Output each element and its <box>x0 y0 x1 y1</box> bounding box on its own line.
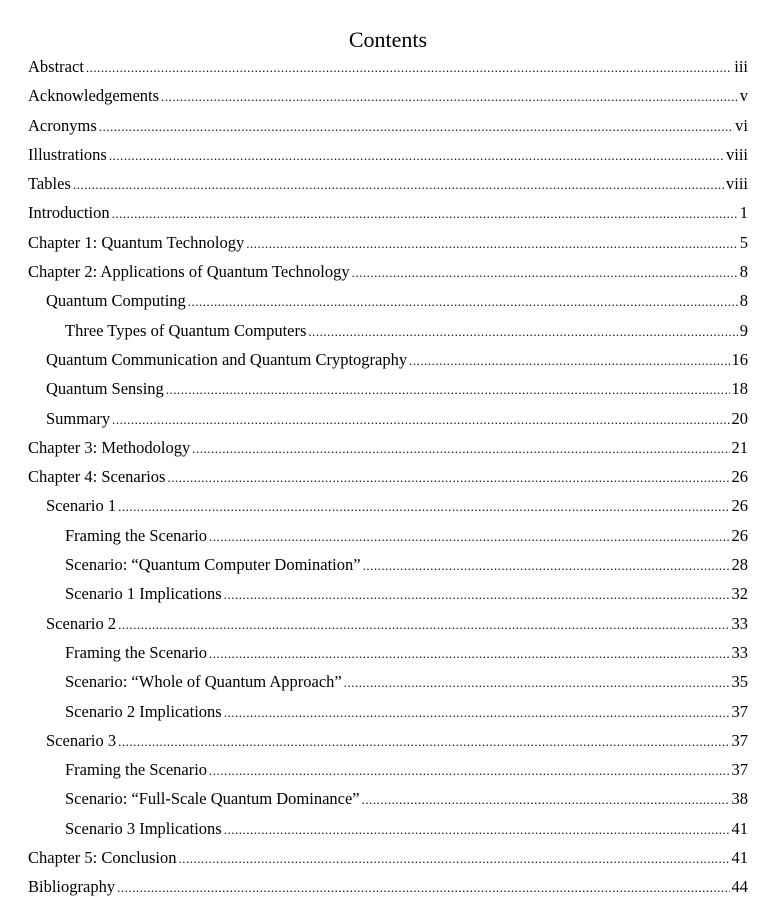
toc-dot-leader <box>362 785 730 814</box>
toc-entry-page-number: 37 <box>731 701 748 721</box>
toc-entry-page-number: 26 <box>731 467 748 487</box>
toc-entry[interactable] <box>28 169 748 198</box>
toc-entry-page-number: viii <box>725 174 748 194</box>
toc-entry-page-number: 20 <box>731 408 748 428</box>
toc-entry-label: Quantum Computing <box>46 291 186 311</box>
toc-dot-leader <box>192 434 729 463</box>
toc-entry[interactable] <box>28 755 748 784</box>
toc-entry-label: Bibliography <box>28 877 116 897</box>
toc-dot-leader <box>188 287 738 316</box>
toc-entry[interactable] <box>28 521 748 550</box>
toc-dot-leader <box>224 698 730 727</box>
toc-dot-leader <box>112 405 729 434</box>
toc-dot-leader <box>209 522 729 551</box>
toc-dot-leader <box>112 199 738 228</box>
toc-dot-leader <box>352 258 738 287</box>
toc-entry[interactable] <box>28 111 748 140</box>
toc-entry[interactable] <box>28 609 748 638</box>
toc-entry[interactable] <box>28 433 748 462</box>
toc-entry[interactable] <box>28 374 748 403</box>
toc-entry-page-number: 28 <box>731 555 748 575</box>
toc-entry-label: Chapter 1: Quantum Technology <box>28 232 245 252</box>
toc-entry-label: Chapter 3: Methodology <box>28 437 191 457</box>
toc-entry[interactable] <box>28 697 748 726</box>
toc-entry-label: Scenario: “Full-Scale Quantum Dominance” <box>65 789 360 809</box>
toc-dot-leader <box>209 756 729 785</box>
toc-entry[interactable] <box>28 257 748 286</box>
toc-entry-page-number: 37 <box>731 730 748 750</box>
toc-entry-label: Framing the Scenario <box>65 760 208 780</box>
toc-entry-label: Acknowledgements <box>28 86 160 106</box>
toc-entry-page-number: 16 <box>731 349 748 369</box>
toc-entry[interactable] <box>28 667 748 696</box>
page-title: Contents <box>348 27 428 52</box>
toc-entry[interactable] <box>28 52 748 81</box>
toc-entry-page-number: 8 <box>739 291 748 311</box>
toc-entry-page-number: 9 <box>739 320 748 340</box>
toc-entry[interactable] <box>28 726 748 755</box>
toc-entry-label: Framing the Scenario <box>65 642 208 662</box>
toc-dot-leader <box>224 815 730 844</box>
toc-entry-page-number: 37 <box>731 760 748 780</box>
toc-entry-label: Quantum Sensing <box>46 379 164 399</box>
toc-entry-page-number: 33 <box>731 642 748 662</box>
toc-entry-page-number: viii <box>725 144 748 164</box>
toc-entry-page-number: 26 <box>731 496 748 516</box>
toc-entry-page-number: 44 <box>731 877 748 897</box>
toc-dot-leader <box>209 639 729 668</box>
toc-entry[interactable] <box>28 550 748 579</box>
toc-entry-page-number: vi <box>735 115 748 135</box>
toc-entry-label: Scenario 2 <box>46 613 117 633</box>
toc-entry-label: Scenario: “Quantum Computer Domination” <box>65 555 361 575</box>
toc-dot-leader <box>118 727 729 756</box>
toc-entry-label: Three Types of Quantum Computers <box>65 320 307 340</box>
toc-entry-page-number: 41 <box>731 818 748 838</box>
toc-entry-label: Abstract <box>28 57 84 76</box>
toc-dot-leader <box>308 317 737 346</box>
toc-entry-page-number: iii <box>734 57 748 76</box>
toc-entry-label: Framing the Scenario <box>65 525 208 545</box>
toc-dot-leader <box>246 229 738 258</box>
toc-entry[interactable] <box>28 638 748 667</box>
toc-entry[interactable] <box>28 345 748 374</box>
toc-dot-leader <box>409 346 729 375</box>
toc-entry[interactable] <box>28 140 748 169</box>
toc-dot-leader <box>224 580 730 609</box>
toc-dot-leader <box>167 463 729 492</box>
toc-entry[interactable] <box>28 404 748 433</box>
toc-entry-page-number: 5 <box>739 232 748 252</box>
toc-entry-label: Illustrations <box>28 144 107 164</box>
toc-entry[interactable] <box>28 462 748 491</box>
toc-entry-label: Introduction <box>28 203 110 223</box>
toc-entry-page-number: 18 <box>731 379 748 399</box>
toc-entry[interactable] <box>28 81 748 110</box>
toc-dot-leader <box>118 492 729 521</box>
toc-entry-page-number: v <box>739 86 748 106</box>
toc-dot-leader <box>73 170 724 199</box>
toc-entry-page-number: 33 <box>731 613 748 633</box>
toc-entry-page-number: 41 <box>731 848 748 868</box>
toc-entry-label: Scenario 3 <box>46 730 117 750</box>
toc-entry-page-number: 1 <box>739 203 748 223</box>
toc-entry-label: Scenario: “Whole of Quantum Approach” <box>65 672 342 692</box>
toc-entry-label: Chapter 5: Conclusion <box>28 848 177 868</box>
toc-entry-page-number: 26 <box>731 525 748 545</box>
toc-entry-page-number: 8 <box>739 262 748 282</box>
toc-dot-leader <box>161 82 738 111</box>
toc-entry-label: Acronyms <box>28 115 97 135</box>
toc-entry-page-number: 32 <box>731 584 748 604</box>
toc-entry-page-number: 21 <box>731 437 748 457</box>
toc-entry[interactable] <box>28 784 748 813</box>
toc-entry-label: Scenario 2 Implications <box>65 701 222 721</box>
toc-entry-label: Tables <box>28 174 71 194</box>
toc-entry-label: Scenario 1 Implications <box>65 584 222 604</box>
toc-dot-leader <box>86 53 732 82</box>
toc-entry-label: Quantum Communication and Quantum Cryptography <box>46 349 408 369</box>
toc-dot-leader <box>363 551 730 580</box>
toc-entry[interactable] <box>28 843 748 872</box>
toc-entry[interactable] <box>28 872 748 901</box>
toc-entry-label: Chapter 4: Scenarios <box>28 467 166 487</box>
toc-dot-leader <box>99 112 733 141</box>
toc-entry[interactable] <box>28 286 748 315</box>
toc-entry[interactable] <box>28 228 748 257</box>
toc-dot-leader <box>344 668 730 697</box>
toc-entry-page-number: 38 <box>731 789 748 809</box>
toc-dot-leader <box>118 610 729 639</box>
toc-entry-page-number: 35 <box>731 672 748 692</box>
toc-entry-label: Scenario 1 <box>46 496 117 516</box>
toc-entry-label: Chapter 2: Applications of Quantum Technology <box>28 262 350 282</box>
toc-dot-leader <box>178 844 729 873</box>
toc-entry[interactable] <box>28 491 748 520</box>
toc-entry[interactable] <box>28 814 748 843</box>
toc-entry-label: Summary <box>46 408 111 428</box>
toc-dot-leader <box>117 873 729 902</box>
toc-entry[interactable] <box>28 316 748 345</box>
toc-list <box>28 52 748 902</box>
toc-dot-leader <box>166 375 730 404</box>
toc-entry[interactable] <box>28 579 748 608</box>
toc-entry[interactable] <box>28 198 748 227</box>
toc-entry-label: Scenario 3 Implications <box>65 818 222 838</box>
toc-dot-leader <box>109 141 724 170</box>
